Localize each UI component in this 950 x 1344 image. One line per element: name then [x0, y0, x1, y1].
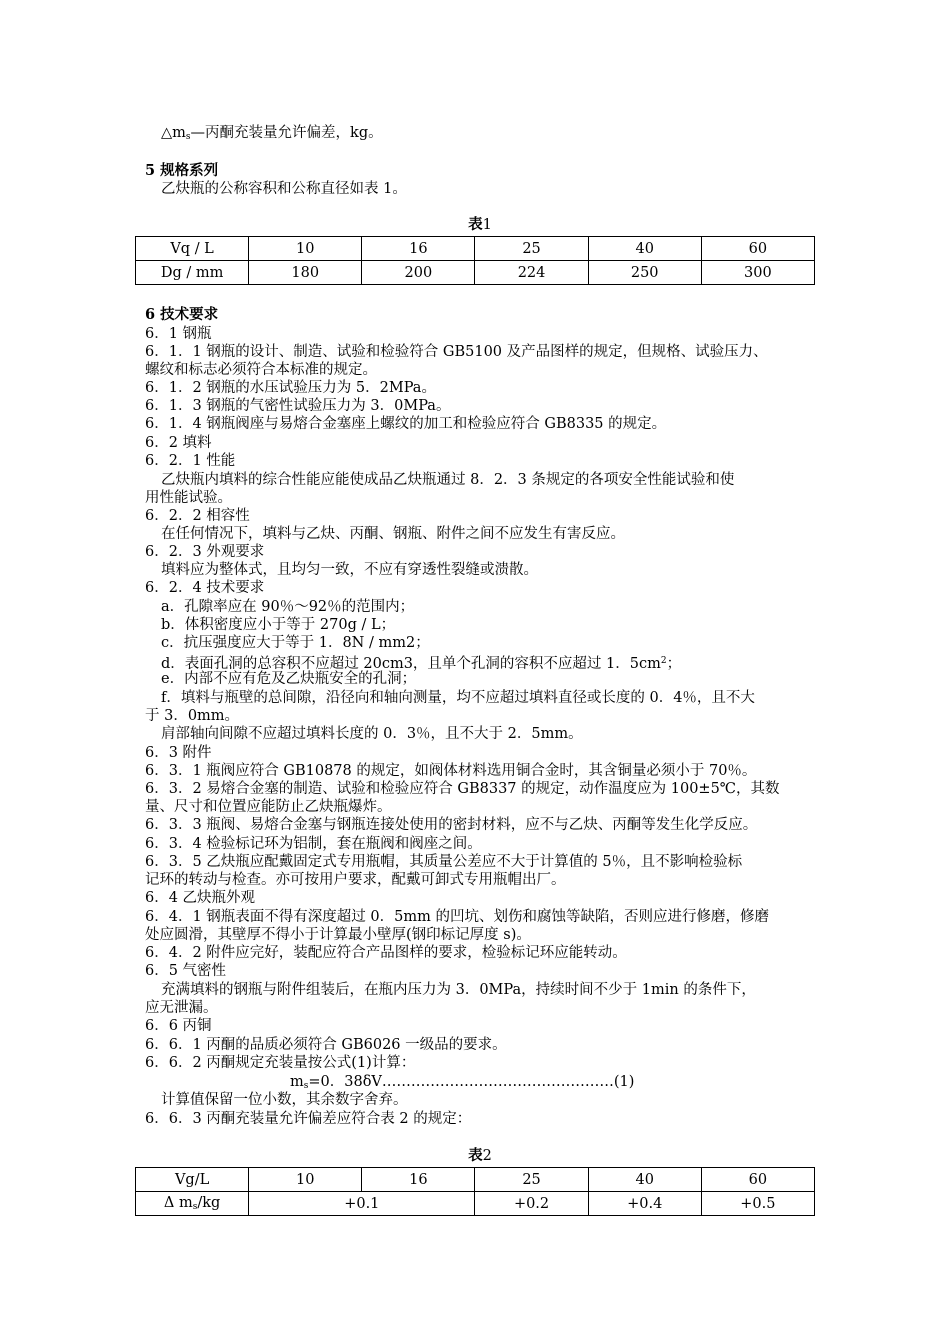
text-line: 6．3 附件	[145, 745, 212, 761]
section-5-body: 乙炔瓶的公称容积和公称直径如表 1。	[161, 181, 407, 197]
table-1	[135, 236, 815, 285]
table-cell: 300	[701, 261, 814, 285]
list-item: f．填料与瓶壁的总间隙，沿径向和轴向测量，均不应超过填料直径或长度的 0．4％，且不大	[161, 690, 755, 706]
text-line: 6．3．3 瓶阀、易熔合金塞与钢瓶连接处使用的密封材料，应不与乙炔、丙酮等发生化学反应。	[145, 817, 758, 833]
text-line: 6．1．1 钢瓶的设计、制造、试验和检验符合 GB5100 及产品图样的规定，但规格、试验压力、	[145, 344, 768, 360]
table-cell: 250	[588, 261, 701, 285]
table-cell: 16	[362, 1168, 475, 1192]
text-line: 6．1．3 钢瓶的气密性试验压力为 3．0MPa。	[145, 398, 451, 414]
text-line: 6．2．4 技术要求	[145, 580, 265, 596]
text-line: 计算值保留一位小数，其余数字舍弃。	[161, 1092, 408, 1108]
table-row	[136, 237, 815, 261]
table-cell: 60	[701, 1168, 814, 1192]
symbol-definition	[161, 124, 383, 146]
table-cell: 10	[249, 237, 362, 261]
delta-symbol: △m	[161, 125, 186, 141]
table-cell: 16	[362, 237, 475, 261]
table-cell: 25	[475, 237, 588, 261]
text-line: 用性能试验。	[145, 490, 232, 506]
table-cell: 180	[249, 261, 362, 285]
table-cell: Vg/L	[136, 1168, 249, 1192]
table-row	[136, 261, 815, 285]
table-cell: 200	[362, 261, 475, 285]
table-row	[136, 1192, 815, 1216]
text-line: 6．5 气密性	[145, 963, 227, 979]
text-line: 6．3．1 瓶阀应符合 GB10878 的规定，如阀体材料选用铜合金时，其含铜量必须小于 70％。	[145, 763, 757, 779]
table-row	[136, 1168, 815, 1192]
text-line: 6．1．2 钢瓶的水压试验压力为 5．2MPa。	[145, 380, 436, 396]
text-line: 6．1．4 钢瓶阀座与易熔合金塞座上螺纹的加工和检验应符合 GB8335 的规定。	[145, 416, 667, 432]
list-item: d．表面孔洞的总容积不应超过 20cm3，且单个孔洞的容积不应超过 1．$5cm^2$；	[161, 656, 682, 672]
text-line: 记环的转动与检查。亦可按用户要求，配戴可卸式专用瓶帽出厂。	[145, 872, 566, 888]
section-5-title: 5 规格系列	[145, 162, 219, 179]
table-cell: Vq / L	[136, 237, 249, 261]
table-cell: Δ $m_s/kg$	[136, 1192, 249, 1216]
text-line: 填料应为整体式，且均匀一致，不应有穿透性裂缝或溃散。	[161, 562, 538, 578]
text-line: 6．6 丙铜	[145, 1018, 212, 1034]
text-line: 6．2．3 外观要求	[145, 544, 265, 560]
text-line: 6．6．3 丙酮充装量允许偏差应符合表 2 的规定：	[145, 1111, 472, 1127]
table-cell: 40	[588, 237, 701, 261]
text-line: 6．3．4 检验标记环为铝制，套在瓶阀和阀座之间。	[145, 836, 482, 852]
table-cell: 10	[249, 1168, 362, 1192]
list-item: e．内部不应有危及乙炔瓶安全的孔洞；	[161, 671, 417, 687]
list-item: c．抗压强度应大于等于 1．8N / mm2；	[161, 635, 430, 651]
text-line: 螺纹和标志必须符合本标准的规定。	[145, 362, 377, 378]
text-line: 乙炔瓶内填料的综合性能应能使成品乙炔瓶通过 8．2．3 条规定的各项安全性能试验和使	[161, 472, 735, 488]
table-cell: +0.5	[701, 1192, 814, 1216]
text-line: 6．4．2 附件应完好，装配应符合产品图样的要求，检验标记环应能转动。	[145, 945, 627, 961]
text-line: 在任何情况下，填料与乙炔、丙酮、钢瓶、附件之间不应发生有害反应。	[161, 526, 625, 542]
text-line: 应无泄漏。	[145, 1000, 218, 1016]
text-line: 6．1 钢瓶	[145, 326, 212, 342]
table-1-caption: 表1	[468, 216, 492, 233]
text-line: 处应圆滑，其壁厚不得小于计算最小壁厚(钢印标记厚度 s)。	[145, 927, 531, 943]
section-6-title: 6 技术要求	[145, 306, 219, 323]
table-cell: 224	[475, 261, 588, 285]
table-cell: 40	[588, 1168, 701, 1192]
text-line: 6．3．5 乙炔瓶应配戴固定式专用瓶帽，其质量公差应不大于计算值的 5％，且不影响检验标	[145, 854, 743, 870]
table-cell: 25	[475, 1168, 588, 1192]
text-line: 6．3．2 易熔合金塞的制造、试验和检验应符合 GB8337 的规定，动作温度应为 100±5℃，其数	[145, 781, 780, 797]
list-item: a．孔隙率应在 90％～92％的范围内；	[161, 599, 415, 615]
text-line: 6．2．1 性能	[145, 453, 236, 469]
text-line: 6．6．1 丙酮的品质必须符合 GB6026 一级品的要求。	[145, 1037, 507, 1053]
subscript: s	[185, 132, 191, 142]
text-line: 肩部轴向间隙不应超过填料长度的 0．3％，且不大于 2．5mm。	[161, 726, 583, 742]
text-line: 6．2．2 相容性	[145, 508, 250, 524]
table-cell: +0.1	[249, 1192, 475, 1216]
definition-text: —丙酮充装量允许偏差，kg。	[190, 125, 383, 141]
list-item: b．体积密度应小于等于 270g / L；	[161, 617, 396, 633]
table-cell: +0.4	[588, 1192, 701, 1216]
table-cell: +0.2	[475, 1192, 588, 1216]
table-cell: Dg / mm	[136, 261, 249, 285]
table-2-caption: 表2	[468, 1147, 492, 1164]
text-line: 量、尺寸和位置应能防止乙炔瓶爆炸。	[145, 799, 392, 815]
text-line: 6．2 填料	[145, 435, 212, 451]
text-line: 6．4．1 钢瓶表面不得有深度超过 0．5mm 的凹坑、划伤和腐蚀等缺陷，否则应进行修磨，修磨	[145, 909, 769, 925]
text-line: 6．4 乙炔瓶外观	[145, 890, 256, 906]
text-line: 6．6．2 丙酮规定充装量按公式(1)计算：	[145, 1055, 416, 1071]
text-line: 于 3．0mm。	[145, 708, 240, 724]
text-line: 充满填料的钢瓶与附件组装后，在瓶内压力为 3．0MPa，持续时间不少于 1min 的条件下，	[161, 982, 756, 998]
table-cell: 60	[701, 237, 814, 261]
formula: $m_s=0$．38δV…………………………………………(1)	[290, 1074, 635, 1091]
table-2	[135, 1167, 815, 1216]
